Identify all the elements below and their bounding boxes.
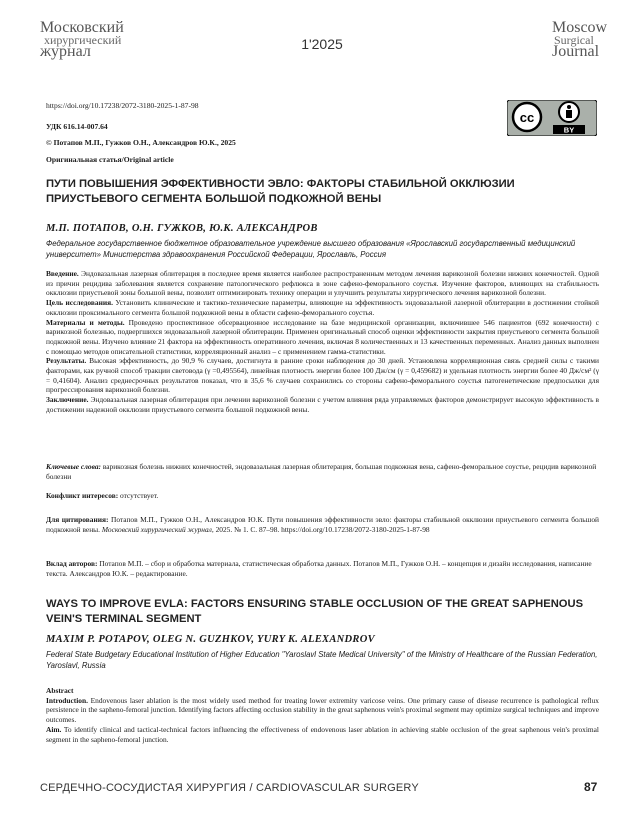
- author-contributions: [46, 559, 599, 578]
- citation: [46, 515, 599, 534]
- section-label: Заключение.: [46, 395, 89, 405]
- abstract-en: [46, 686, 599, 744]
- section-label: Aim.: [46, 724, 62, 734]
- abstract-heading: Abstract: [46, 686, 74, 695]
- cc-by-license-badge[interactable]: [507, 100, 597, 136]
- keywords-ru: [46, 462, 599, 481]
- page-number: 87: [584, 780, 598, 794]
- section-text: Эндовазальная лазерная облитерация в последнее время является наиболее распространенным методом лечения варикозной болезни нижних конечностей. Одной из причин рецидива заболевания является сохранение патологического рефлюкса в зоне сафено-феморального соустья. Изучение факторов, влияющих на стабильность окклюзии приустьевой зоны большой вены, позволит оптимизировать технику операции и улучшить результаты хирургического лечения варикозной болезни.: [46, 269, 599, 298]
- udk-code: УДК 616.14-007.64: [46, 122, 108, 131]
- abstract-ru-conclusion: [46, 395, 599, 414]
- section-text: Проведено проспективное обсервационное исследование на базе медицинской организации, включившее 546 пациентов (692 конечности) с варикозной болезнью, подвергшихся эндовазальной лазерной облитерации. Применен оригинальный способ оценки эффективности закрытия приустьевого сегмента большой подкожной вены. Изучено влияние 21 фактора на эффективность оперативного лечения, включая 8 количественных и 13 качественных переменных. Анализ данных выполнен с помощью методов описательной статистики, корреляционный анализ – с применением гамма-статистики.: [46, 317, 599, 356]
- logo-ru-line2: хирургический: [44, 33, 122, 47]
- citation-text: Потапов М.П., Гужков О.Н., Александров Ю.К. Пути повышения эффективности эвло: факторы стабильной окклюзии приустьевого сегмента большой подкожной вены.: [46, 515, 599, 534]
- contrib-text: Потапов М.П. – сбор и обработка материала, статистическая обработка данных. Потапов М.П., Гужков О.Н. – концепция и дизайн исследования, написание текста. Александров Ю.К. – редактирование.: [46, 559, 592, 578]
- cc-icon: [513, 103, 541, 131]
- abstract-ru-aim: [46, 298, 599, 317]
- section-label: Цель исследования.: [46, 298, 113, 308]
- abstract-en-heading: [46, 686, 599, 696]
- section-text: Эндовазальная лазерная облитерация при лечении варикозной болезни с учетом влияния ряда управляемых факторов демонстрирует высокую эффективность в достижении надежной окклюзии приустьевого сегмента большой подкожной вены.: [46, 395, 599, 414]
- article-title-ru: ПУТИ ПОВЫШЕНИЯ ЭФФЕКТИВНОСТИ ЭВЛО: ФАКТОРЫ СТАБИЛЬНОЙ ОККЛЮЗИИ ПРИУСТЬЕВОГО СЕГМЕНТА БОЛЬШОЙ ПОДКОЖНОЙ ВЕНЫ: [46, 178, 515, 205]
- abstract-ru-results: [46, 356, 599, 395]
- contrib-label: Вклад авторов:: [46, 559, 98, 568]
- affiliation-ru: Федеральное государственное бюджетное образовательное учреждение высшего образования «Ярославский государственный медицинский университет» Министерства здравоохранения Российской Федерации, Ярославль, Россия: [46, 239, 576, 259]
- license-label: BY: [563, 125, 575, 135]
- abstract-en-introduction: [46, 696, 599, 725]
- issue-number: 1'2025: [301, 36, 343, 52]
- authors-en: MAXIM P. POTAPOV, OLEG N. GUZHKOV, YURY K. ALEXANDROV: [46, 634, 375, 645]
- section-text: To identify clinical and tactical-technical factors influencing the effectiveness of endovenous laser ablation in achieving stable occlusion of the great saphenous vein's proximal segment in the sapheno-femoral junction.: [46, 724, 599, 744]
- section-label: Введение.: [46, 269, 79, 278]
- logo-en-line2: Surgical: [554, 33, 594, 47]
- conflict-text: отсутствует.: [118, 491, 159, 500]
- abstract-en-aim: [46, 725, 599, 744]
- section-text: Endovenous laser ablation is the most widely used method for treating lower extremity varicose veins. One primary cause of disease recurrence is pathological reflux persistence in the sapheno-femoral junction. Identifying factors affecting occlusion stability in the great saphenous vein's proximal segment may optimize surgical techniques and improve outcomes.: [46, 695, 599, 725]
- affiliation-en: Federal State Budgetary Educational Institution of Higher Education "Yaroslavl State Medical University" of the Ministry of Healthcare of the Russian Federation, Yaroslavl, Russia: [46, 650, 598, 670]
- citation-tail: 2025. № 1. С. 87–98. https://doi.org/10.17238/2072-3180-2025-1-87-98: [213, 524, 430, 534]
- keywords-label: Ключевые слова:: [46, 462, 101, 471]
- section-label: Результаты.: [46, 356, 87, 366]
- section-label: Материалы и методы.: [46, 317, 125, 327]
- logo-ru-line1: Московский: [40, 19, 124, 36]
- section-text: Высокая эффективность, до 90,9 % случаев, достигнута в ранние сроки наблюдения до 30 дней. Установлена корреляционная связь средней силы с такими факторами, как ручной способ тракции световода (γ =0,495564), линейная плотность энергии более 100 Дж/см (γ = 0,459682) и удельная плотность энергии более 40 Дж/см² (γ = 0,41604). Анализ среднесрочных результатов показал, что в 35,6 % случаев сохранились со стороны сафено-феморального соустья патогенетические предпосылки для прогрессирования варикозной болезни.: [46, 356, 599, 395]
- citation-label: Для цитирования:: [46, 515, 109, 524]
- authors-ru: М.П. ПОТАПОВ, О.Н. ГУЖКОВ, Ю.К. АЛЕКСАНДРОВ: [46, 223, 318, 234]
- conflict-label: Конфликт интересов:: [46, 491, 119, 500]
- abstract-ru-introduction: [46, 269, 599, 298]
- doi-link[interactable]: https://doi.org/10.17238/2072-3180-2025-1-87-98: [46, 101, 199, 110]
- svg-text:cc: cc: [519, 110, 535, 125]
- logo-en-line3: Journal: [552, 43, 600, 60]
- conflict-of-interest: [46, 491, 158, 500]
- article-title-en: WAYS TO IMPROVE EVLA: FACTORS ENSURING STABLE OCCLUSION OF THE GREAT SAPHENOUS VEIN'S TERMINAL SEGMENT: [46, 598, 584, 625]
- license-badge-graphic: [507, 100, 597, 136]
- logo-ru-line3: журнал: [40, 43, 91, 60]
- citation-journal: Московский хирургический журнал,: [101, 524, 214, 534]
- journal-logo-en: [552, 19, 608, 60]
- article-type: Оригинальная статья/Original article: [46, 155, 174, 164]
- section-label: Introduction.: [46, 695, 88, 705]
- copyright: © Потапов М.П., Гужков О.Н., Александров Ю.К., 2025: [46, 138, 236, 147]
- abstract-ru: [46, 269, 599, 415]
- footer-section: СЕРДЕЧНО-СОСУДИСТАЯ ХИРУРГИЯ / CARDIOVASCULAR SURGERY: [40, 782, 419, 794]
- logo-en-line1: Moscow: [552, 19, 608, 36]
- section-text: Установить клинические и тактико-технические параметры, влияющие на эффективность эндовазальной лазерной облитерации в достижении стойкой окклюзии проксимального сегмента большой подкожной вены в области сафено-феморального соустья.: [46, 298, 599, 317]
- abstract-ru-methods: [46, 318, 599, 357]
- keywords-text: варикозная болезнь нижних конечностей, эндовазальная лазерная облитерация, большая подкожная вена, сафено-феморальное соустье, рецидив варикозной болезни: [46, 462, 597, 481]
